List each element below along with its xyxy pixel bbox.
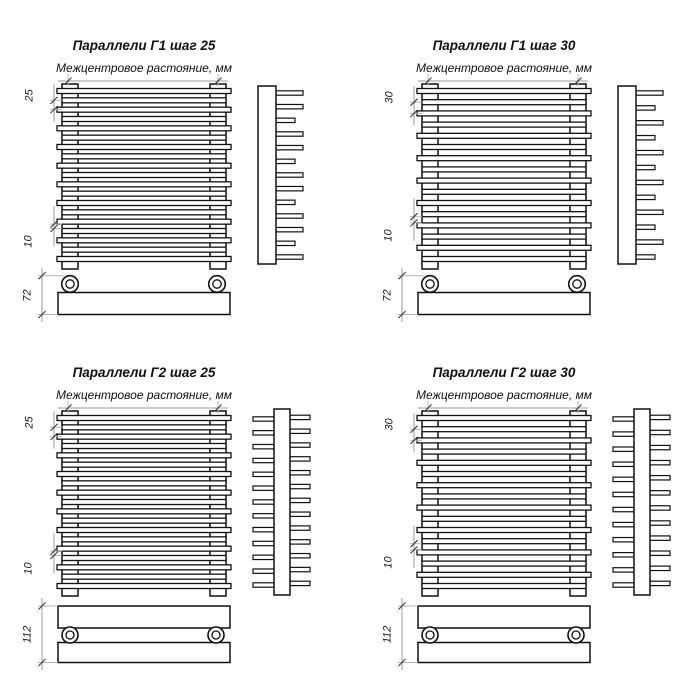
gap-dimension-value: 10: [382, 556, 395, 570]
side-column: [274, 409, 290, 595]
side-tooth-left: [613, 583, 636, 587]
rail-bar: [417, 460, 591, 465]
side-tooth-left: [253, 500, 276, 504]
rail-bar: [422, 584, 586, 589]
figure-g1-step30: [380, 34, 690, 352]
side-tooth-right: [288, 498, 310, 502]
side-tooth-right: [648, 506, 670, 510]
rail-bar: [417, 572, 591, 577]
side-tooth-left: [253, 541, 276, 545]
side-tooth-right: [648, 521, 670, 525]
rail-bar: [417, 201, 591, 206]
side-tooth: [274, 173, 303, 177]
side-view: [258, 86, 303, 264]
rail-bar: [62, 210, 226, 215]
rail-bar: [57, 528, 231, 533]
intercenter-dimension: [58, 401, 228, 413]
depth-dimension-value: 112: [381, 625, 394, 643]
rail-bar: [57, 453, 231, 458]
rail-bar: [62, 518, 226, 523]
side-tooth-left: [253, 458, 276, 462]
rail-bar: [62, 444, 226, 449]
side-tooth: [274, 132, 303, 136]
side-tooth-left: [253, 527, 276, 531]
rail-bar: [417, 483, 591, 488]
rail-bar: [417, 156, 591, 161]
bottom-body-back-row: [58, 643, 230, 663]
connector-circle-inner: [572, 631, 580, 639]
side-tooth-right: [288, 526, 310, 530]
side-tooth: [634, 240, 663, 244]
rail-bar: [62, 462, 226, 467]
side-tooth: [274, 145, 303, 149]
figure-g2-step25: [20, 361, 330, 679]
side-tooth-left: [613, 568, 636, 572]
radiator-drawing-g1-step25: [20, 34, 330, 352]
rail-bar: [417, 550, 591, 555]
side-tooth-left: [613, 492, 636, 496]
rail-bar: [422, 539, 586, 544]
side-column: [634, 409, 650, 595]
rail-bar: [62, 135, 226, 140]
rail-bar: [417, 178, 591, 183]
side-tooth-left: [253, 583, 276, 587]
side-column: [258, 86, 276, 264]
figure-title: Параллели Г2 шаг 25: [72, 365, 216, 380]
side-tooth-left: [613, 553, 636, 557]
radiator-drawing-g2-step25: [20, 361, 330, 679]
side-tooth: [634, 210, 663, 214]
bottom-section-view: [58, 606, 230, 663]
rail-bar: [57, 565, 231, 570]
bottom-body-front-row: [58, 606, 230, 628]
rail-bar: [62, 425, 226, 430]
figure-title: Параллели Г1 шаг 30: [432, 38, 576, 53]
rail-bar: [57, 89, 231, 94]
rail-bar: [422, 494, 586, 499]
rail-bar: [62, 154, 226, 159]
front-view: [57, 411, 231, 596]
bottom-body: [418, 293, 590, 315]
connector-circle-inner: [573, 280, 581, 288]
side-tooth: [634, 225, 655, 229]
side-tooth-left: [613, 432, 636, 436]
side-tooth-right: [288, 429, 310, 433]
side-tooth-right: [288, 567, 310, 571]
step-dimension-value: 30: [383, 91, 396, 104]
intercenter-dimension: [418, 401, 588, 413]
side-tooth-left: [613, 417, 636, 421]
connector-circle-inner: [426, 631, 434, 639]
side-tooth-right: [288, 415, 310, 419]
side-tooth-left: [613, 522, 636, 526]
side-tooth-right: [648, 581, 670, 585]
rail-bar: [417, 505, 591, 510]
side-tooth: [274, 104, 303, 108]
rail-bar: [422, 449, 586, 454]
rail-bar: [417, 528, 591, 533]
side-column: [618, 86, 636, 264]
side-tooth-left: [613, 447, 636, 451]
rail-bar: [62, 481, 226, 486]
side-tooth-left: [253, 431, 276, 435]
intercenter-dimension: [58, 74, 228, 86]
side-tooth-right: [288, 457, 310, 461]
step-dimension-value: 25: [23, 416, 36, 429]
side-tooth-left: [253, 472, 276, 476]
rail-bar: [417, 133, 591, 138]
side-tooth: [634, 150, 663, 154]
side-tooth: [634, 121, 663, 125]
front-view: [417, 84, 591, 269]
rail-bar: [57, 490, 231, 495]
side-tooth-right: [648, 476, 670, 480]
rail-bar: [422, 561, 586, 566]
depth-dimension-value: 112: [21, 625, 34, 643]
side-tooth: [634, 180, 663, 184]
rail-bar: [57, 257, 231, 262]
rail-bar: [57, 584, 231, 589]
rail-bar: [57, 201, 231, 206]
bottom-section-view: [418, 276, 590, 315]
rail-bar: [422, 257, 586, 262]
step-dimension-value: 30: [383, 418, 396, 431]
side-tooth: [274, 214, 303, 218]
bottom-body-front-row: [418, 606, 590, 628]
rail-bar: [422, 100, 586, 105]
front-view: [57, 84, 231, 269]
side-tooth-left: [253, 569, 276, 573]
side-tooth: [274, 200, 295, 204]
side-tooth-right: [648, 491, 670, 495]
connector-circle-inner: [426, 280, 434, 288]
side-tooth-left: [613, 477, 636, 481]
rail-bar: [57, 219, 231, 224]
side-view: [613, 409, 670, 595]
connector-circle-inner: [212, 631, 220, 639]
side-tooth-left: [253, 444, 276, 448]
rail-bar: [57, 145, 231, 150]
rail-bar: [422, 516, 586, 521]
side-tooth-right: [288, 540, 310, 544]
intercenter-distance-caption: Межцентровое растояние, мм: [56, 388, 232, 402]
side-tooth: [274, 159, 295, 163]
rail-bar: [422, 167, 586, 172]
bottom-body-back-row: [418, 643, 590, 663]
rail-bar: [417, 438, 591, 443]
rail-bar: [417, 416, 591, 421]
side-view: [618, 86, 663, 264]
rail-bar: [62, 247, 226, 252]
rail-bar: [57, 238, 231, 243]
side-tooth-right: [288, 471, 310, 475]
figure-g1-step25: [20, 34, 330, 352]
rail-bar: [62, 98, 226, 103]
side-tooth: [274, 118, 295, 122]
side-tooth-left: [253, 486, 276, 490]
side-tooth-right: [648, 566, 670, 570]
intercenter-distance-caption: Межцентровое растояние, мм: [56, 61, 232, 75]
rail-bar: [62, 191, 226, 196]
side-tooth: [634, 106, 655, 110]
side-tooth-right: [288, 554, 310, 558]
rail-bar: [422, 189, 586, 194]
side-tooth-right: [648, 460, 670, 464]
side-tooth: [274, 255, 303, 259]
rail-bar: [62, 117, 226, 122]
rail-bar: [417, 223, 591, 228]
rail-bar: [62, 537, 226, 542]
side-tooth: [274, 227, 303, 231]
bottom-body: [58, 293, 230, 315]
side-tooth-right: [288, 443, 310, 447]
side-tooth-right: [648, 415, 670, 419]
side-tooth: [274, 91, 303, 95]
side-tooth: [634, 136, 655, 140]
rail-bar: [57, 163, 231, 168]
rail-bar: [417, 111, 591, 116]
side-tooth-right: [648, 551, 670, 555]
side-tooth-right: [648, 445, 670, 449]
rail-bar: [57, 416, 231, 421]
side-view: [253, 409, 310, 595]
rail-bar: [417, 89, 591, 94]
step-dimension-value: 25: [23, 89, 36, 102]
rail-bar: [422, 427, 586, 432]
intercenter-distance-caption: Межцентровое растояние, мм: [416, 61, 592, 75]
side-tooth-right: [648, 536, 670, 540]
rail-bar: [422, 234, 586, 239]
side-tooth: [274, 241, 295, 245]
rail-bar: [57, 546, 231, 551]
rail-bar: [62, 556, 226, 561]
radiator-drawing-g2-step30: [380, 361, 690, 679]
depth-dimension: [398, 598, 418, 670]
rail-bar: [417, 245, 591, 250]
rail-bar: [57, 126, 231, 131]
bottom-section-view: [58, 276, 230, 315]
side-tooth-left: [253, 555, 276, 559]
side-tooth: [634, 165, 655, 169]
rail-bar: [57, 509, 231, 514]
side-tooth: [634, 255, 655, 259]
side-tooth-left: [613, 538, 636, 542]
figure-title: Параллели Г1 шаг 25: [72, 38, 216, 53]
side-tooth: [634, 91, 663, 95]
side-tooth-right: [288, 512, 310, 516]
rail-bar: [62, 574, 226, 579]
side-tooth-left: [253, 417, 276, 421]
rail-bar: [57, 182, 231, 187]
connector-circle-inner: [66, 280, 74, 288]
depth-dimension-value: 72: [381, 288, 394, 302]
intercenter-dimension: [418, 74, 588, 86]
side-tooth-right: [648, 430, 670, 434]
rail-bar: [422, 122, 586, 127]
rail-bar: [57, 107, 231, 112]
rail-bar: [62, 500, 226, 505]
rail-bar: [62, 173, 226, 178]
rail-bar: [62, 229, 226, 234]
connector-circle-inner: [213, 280, 221, 288]
front-view: [417, 411, 591, 596]
gap-dimension-value: 10: [22, 235, 35, 248]
rail-bar: [422, 212, 586, 217]
depth-dimension: [38, 598, 58, 670]
radiator-drawing-g1-step30: [380, 34, 690, 352]
rail-bar: [57, 472, 231, 477]
gap-dimension-value: 10: [22, 562, 35, 575]
side-tooth-left: [613, 462, 636, 466]
depth-dimension-value: 72: [21, 288, 34, 302]
bottom-section-view: [418, 606, 590, 663]
figure-g2-step30: [380, 361, 690, 679]
figure-title: Параллели Г2 шаг 30: [432, 365, 576, 380]
intercenter-distance-caption: Межцентровое растояние, мм: [416, 388, 592, 402]
side-tooth-right: [288, 581, 310, 585]
connector-circle-inner: [66, 631, 74, 639]
side-tooth-right: [288, 484, 310, 488]
side-tooth-left: [613, 507, 636, 511]
rail-bar: [422, 145, 586, 150]
gap-dimension-value: 10: [382, 229, 395, 243]
rail-bar: [422, 472, 586, 477]
rail-bar: [57, 434, 231, 439]
side-tooth: [634, 195, 655, 199]
side-tooth: [274, 186, 303, 190]
side-tooth-left: [253, 514, 276, 518]
